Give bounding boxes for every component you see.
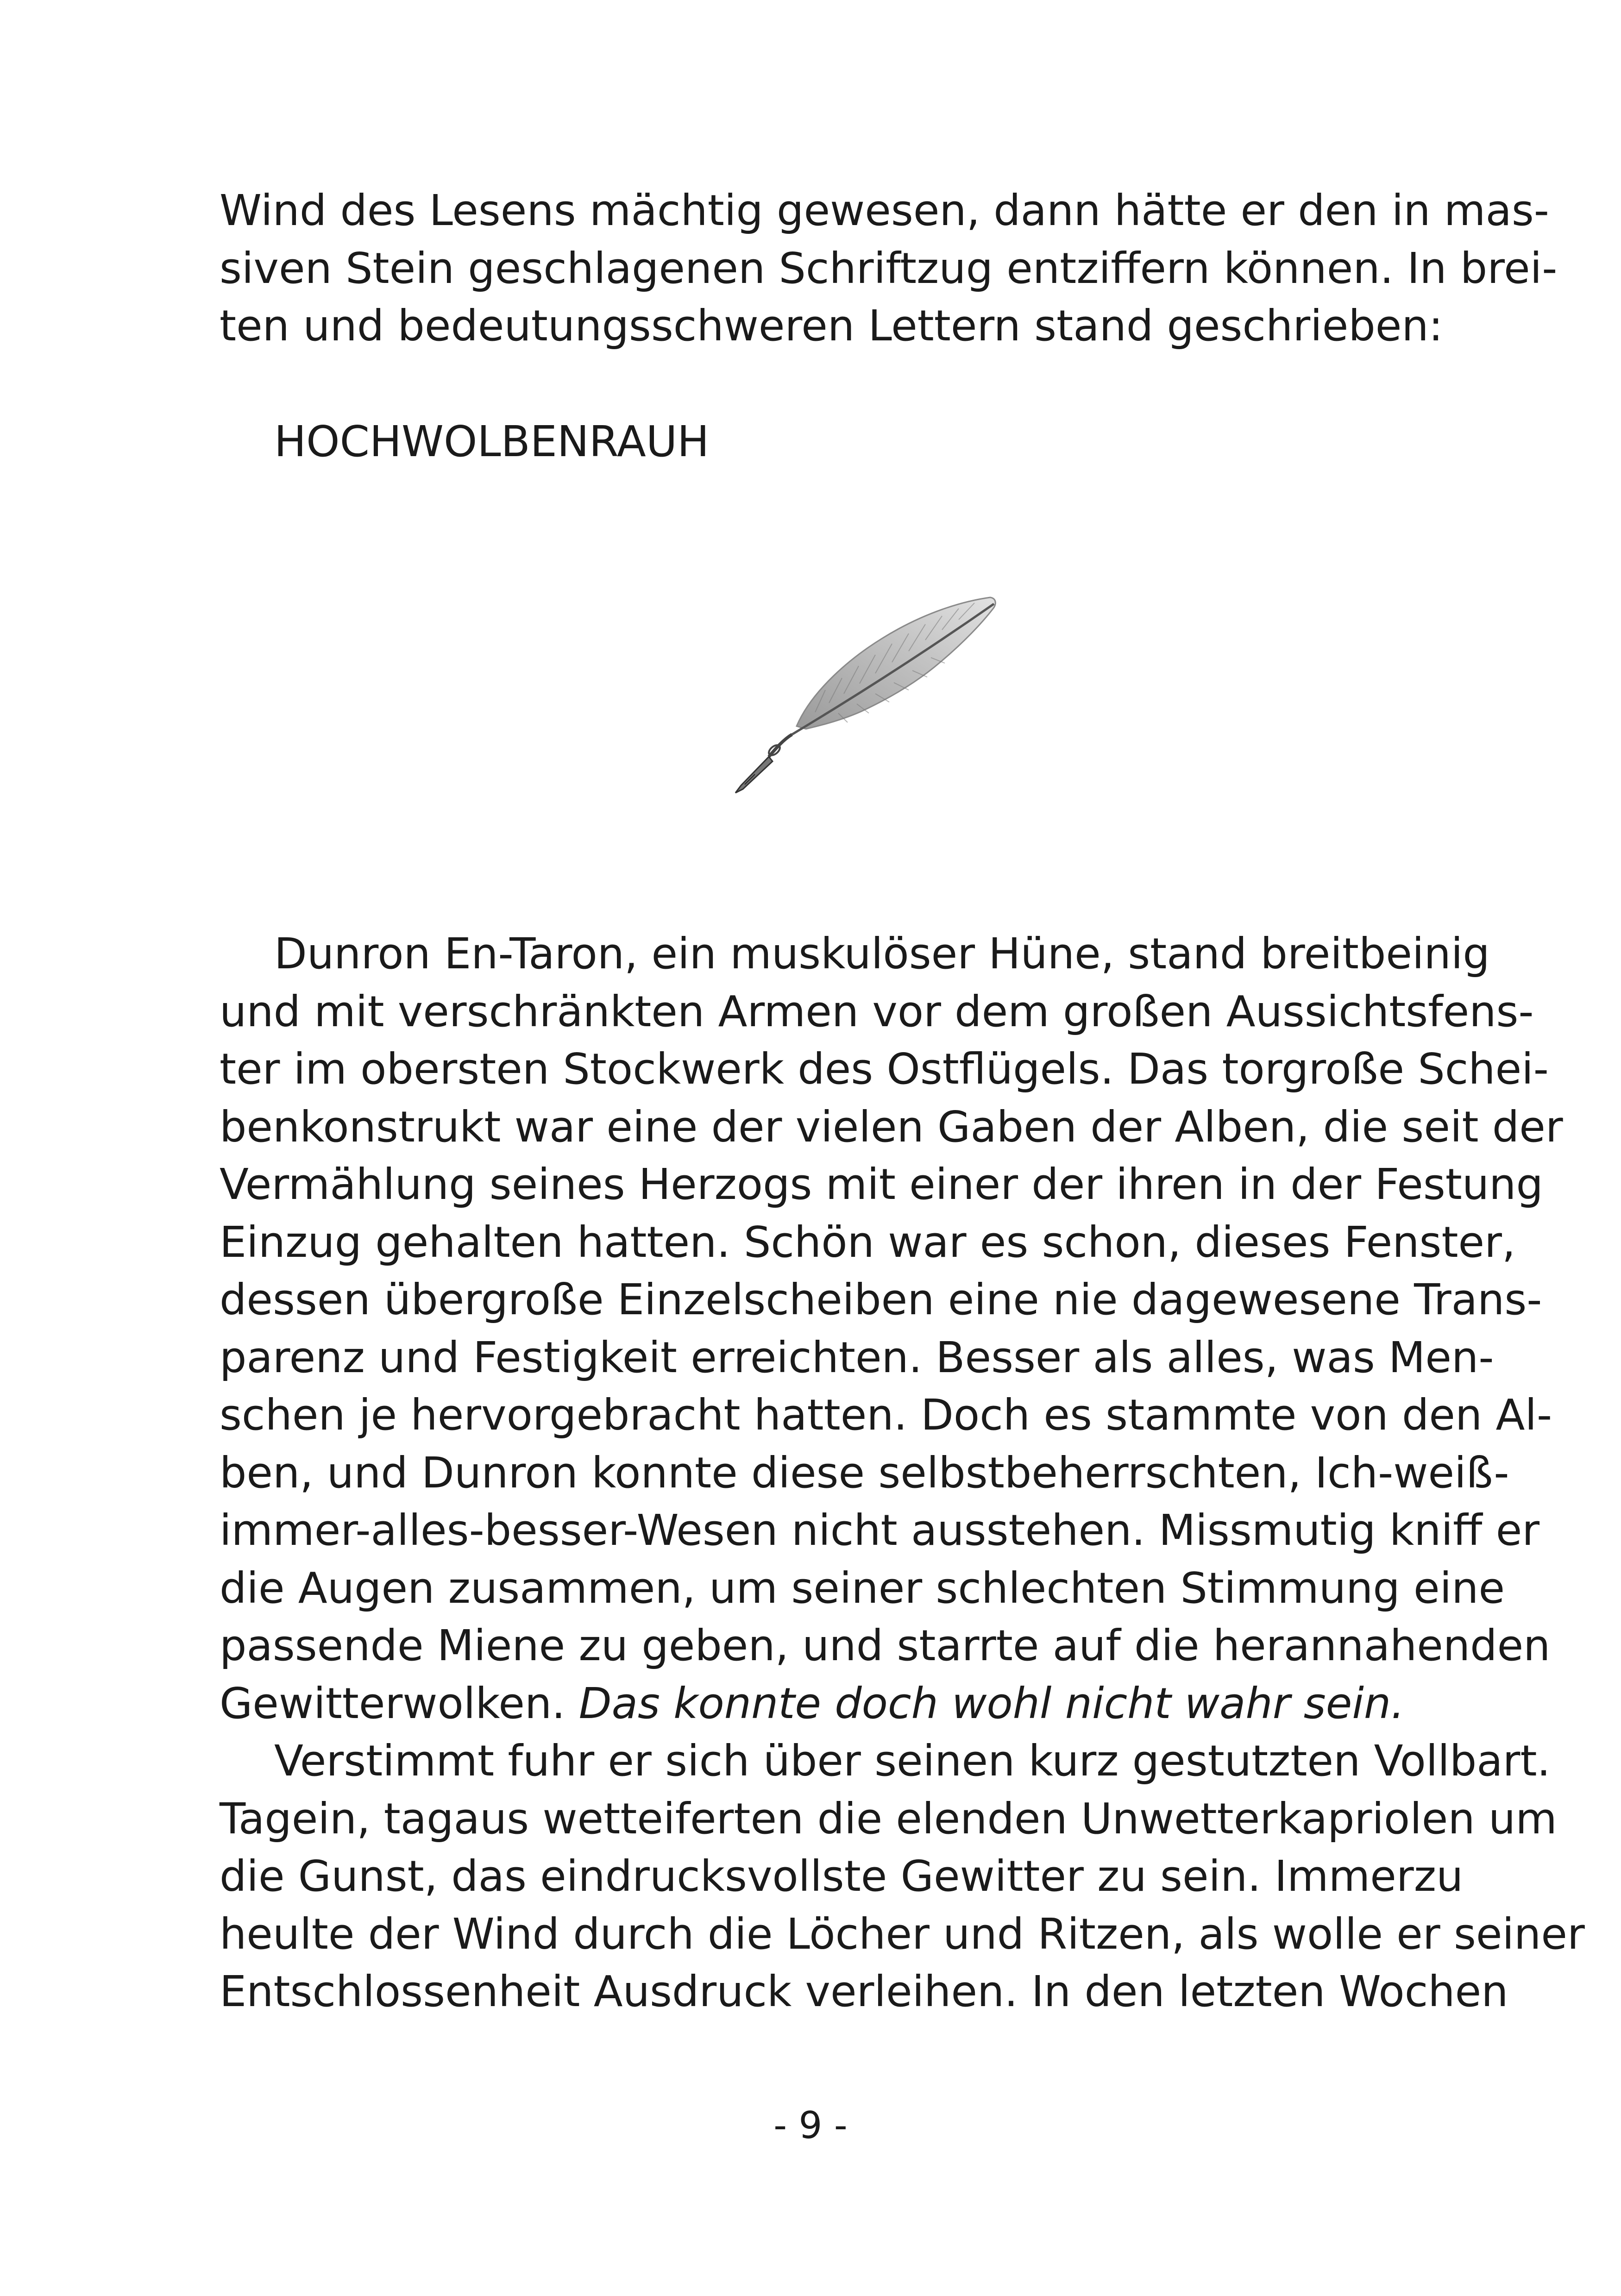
text-line: ben, und Dunron konnte diese selbstbeherrschten, Ich-weiß- <box>220 1448 1509 1498</box>
top-paragraph <box>220 182 1558 355</box>
text-line: Dunron En-Taron, ein muskulöser Hüne, stand breitbeinig <box>274 929 1490 979</box>
story-text <box>220 925 1585 2021</box>
text-line: Entschlossenheit Ausdruck verleihen. In den letzten Wochen <box>220 1967 1508 2016</box>
text-line: siven Stein geschlagenen Schriftzug entziffern können. In brei- <box>220 243 1558 293</box>
text-line: ten und bedeutungsschweren Lettern stand geschrieben: <box>220 301 1443 351</box>
text-line: und mit verschränkten Armen vor dem großen Aussichtsfens- <box>220 986 1534 1036</box>
text-line: Verstimmt fuhr er sich über seinen kurz gestutzten Vollbart. <box>274 1736 1551 1786</box>
text-line: Einzug gehalten hatten. Schön war es schon, dieses Fenster, <box>220 1217 1516 1267</box>
text-line: passende Miene zu geben, und starrte auf die herannahenden <box>220 1621 1551 1670</box>
text-line: parenz und Festigkeit erreichten. Besser als alles, was Men- <box>220 1332 1494 1382</box>
italic-thought: Das konnte doch wohl nicht wahr sein. <box>578 1678 1405 1728</box>
text-line: die Gunst, das eindrucksvollste Gewitter zu sein. Immerzu <box>220 1851 1464 1901</box>
text-line: ter im obersten Stockwerk des Ostflügels. Das torgroße Schei- <box>220 1044 1549 1094</box>
text-line: heulte der Wind durch die Löcher und Ritzen, als wolle er seiner <box>220 1909 1585 1959</box>
page-number: - 9 - <box>773 2104 848 2147</box>
quill-feather-icon <box>723 587 1014 809</box>
text-line: die Augen zusammen, um seiner schlechten Stimmung eine <box>220 1563 1505 1613</box>
text-line: dessen übergroße Einzelscheiben eine nie dagewesene Trans- <box>220 1275 1542 1324</box>
text-line: schen je hervorgebracht hatten. Doch es stammte von den Al- <box>220 1390 1552 1440</box>
text-line: immer-alles-besser-Wesen nicht ausstehen. Missmutig kniff er <box>220 1506 1540 1555</box>
paragraph-last-line <box>220 1675 1452 1733</box>
text-line: Vermählung seines Herzogs mit einer der ihren in der Festung <box>220 1160 1543 1209</box>
text-line: Tagein, tagaus wetteiferten die elenden Unwetterkapriolen um <box>220 1794 1557 1844</box>
text-line: benkonstrukt war eine der vielen Gaben der Alben, die seit der <box>220 1102 1563 1152</box>
text-line: Wind des Lesens mächtig gewesen, dann hätte er den in mas- <box>220 186 1550 235</box>
inscription-text: HOCHWOLBENRAUH <box>274 417 710 466</box>
text-run: Gewitterwolken. <box>220 1678 579 1728</box>
